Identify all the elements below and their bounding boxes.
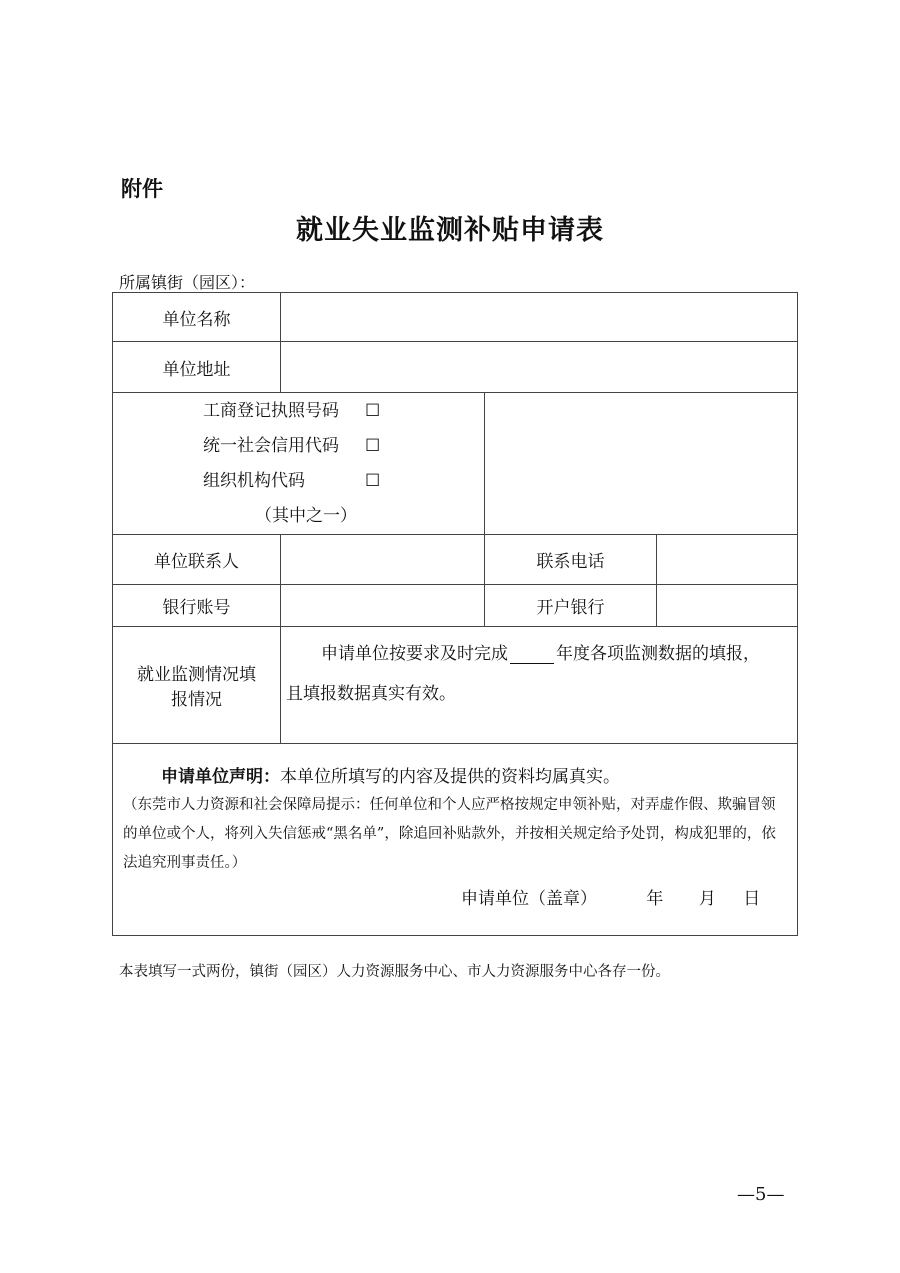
monitor-cell bbox=[281, 627, 798, 744]
attachment-label: 附件 bbox=[121, 177, 163, 201]
id-option-org-code bbox=[203, 464, 484, 499]
checkbox-icon[interactable]: ☐ bbox=[365, 435, 381, 456]
monitor-line-2: 且填报数据真实有效。 bbox=[286, 684, 456, 704]
year-label: 年 bbox=[646, 889, 664, 909]
footer-note: 本表填写一式两份，镇街（园区）人力资源服务中心、市人力资源服务中心各存一份。 bbox=[119, 964, 670, 980]
bank-account-label: 银行账号 bbox=[113, 585, 281, 627]
application-form-table bbox=[112, 292, 798, 936]
checkbox-icon[interactable]: ☐ bbox=[365, 470, 381, 491]
monitor-text: 年度各项监测数据的填报， bbox=[556, 644, 760, 664]
id-option-business-license bbox=[203, 394, 484, 429]
contact-phone-label: 联系电话 bbox=[485, 535, 657, 585]
bureau-tip: （东莞市人力资源和社会保障局提示：任何单位和个人应严格按规定申领补贴，对弄虚作假、欺骗冒领的单位或个人，将列入失信惩戒“黑名单”，除追回补贴款外，并按相关规定给予处罚，构成犯罪的，依法追究刑事责任。） bbox=[123, 797, 776, 871]
seal-label: 申请单位（盖章） bbox=[461, 889, 597, 909]
declaration-text: 本单位所填写的内容及提供的资料均属真实。 bbox=[280, 767, 620, 787]
contact-phone-field[interactable] bbox=[657, 535, 798, 585]
declaration-cell bbox=[113, 744, 798, 936]
id-option-label: 组织机构代码 bbox=[203, 470, 305, 491]
year-blank[interactable] bbox=[510, 646, 554, 664]
day-label: 日 bbox=[743, 889, 761, 909]
bank-name-label: 开户银行 bbox=[485, 585, 657, 627]
bank-name-field[interactable] bbox=[657, 585, 798, 627]
one-of-note: （其中之一） bbox=[255, 505, 357, 526]
id-option-label: 统一社会信用代码 bbox=[203, 435, 339, 456]
town-label: 所属镇街（园区）： bbox=[119, 273, 256, 292]
unit-address-label: 单位地址 bbox=[113, 342, 281, 393]
bank-account-field[interactable] bbox=[281, 585, 485, 627]
id-type-cell bbox=[113, 393, 485, 535]
declaration-heading: 申请单位声明： bbox=[161, 767, 280, 787]
id-option-credit-code bbox=[203, 429, 484, 464]
monitor-text: 申请单位按要求及时完成 bbox=[321, 644, 508, 664]
unit-address-field[interactable] bbox=[281, 342, 798, 393]
id-option-label: 工商登记执照号码 bbox=[203, 400, 339, 421]
contact-person-field[interactable] bbox=[281, 535, 485, 585]
page-number: —5— bbox=[737, 1184, 785, 1205]
unit-name-field[interactable] bbox=[281, 293, 798, 342]
month-label: 月 bbox=[698, 889, 716, 909]
form-title: 就业失业监测补贴申请表 bbox=[296, 215, 604, 246]
declaration bbox=[123, 762, 787, 787]
unit-name-label: 单位名称 bbox=[113, 293, 281, 342]
monitor-line-1 bbox=[281, 627, 797, 679]
contact-person-label: 单位联系人 bbox=[113, 535, 281, 585]
id-number-field[interactable] bbox=[485, 393, 798, 535]
checkbox-icon[interactable]: ☐ bbox=[365, 400, 381, 421]
monitor-label: 就业监测情况填报情况 bbox=[113, 627, 281, 744]
signature-line bbox=[123, 884, 787, 909]
